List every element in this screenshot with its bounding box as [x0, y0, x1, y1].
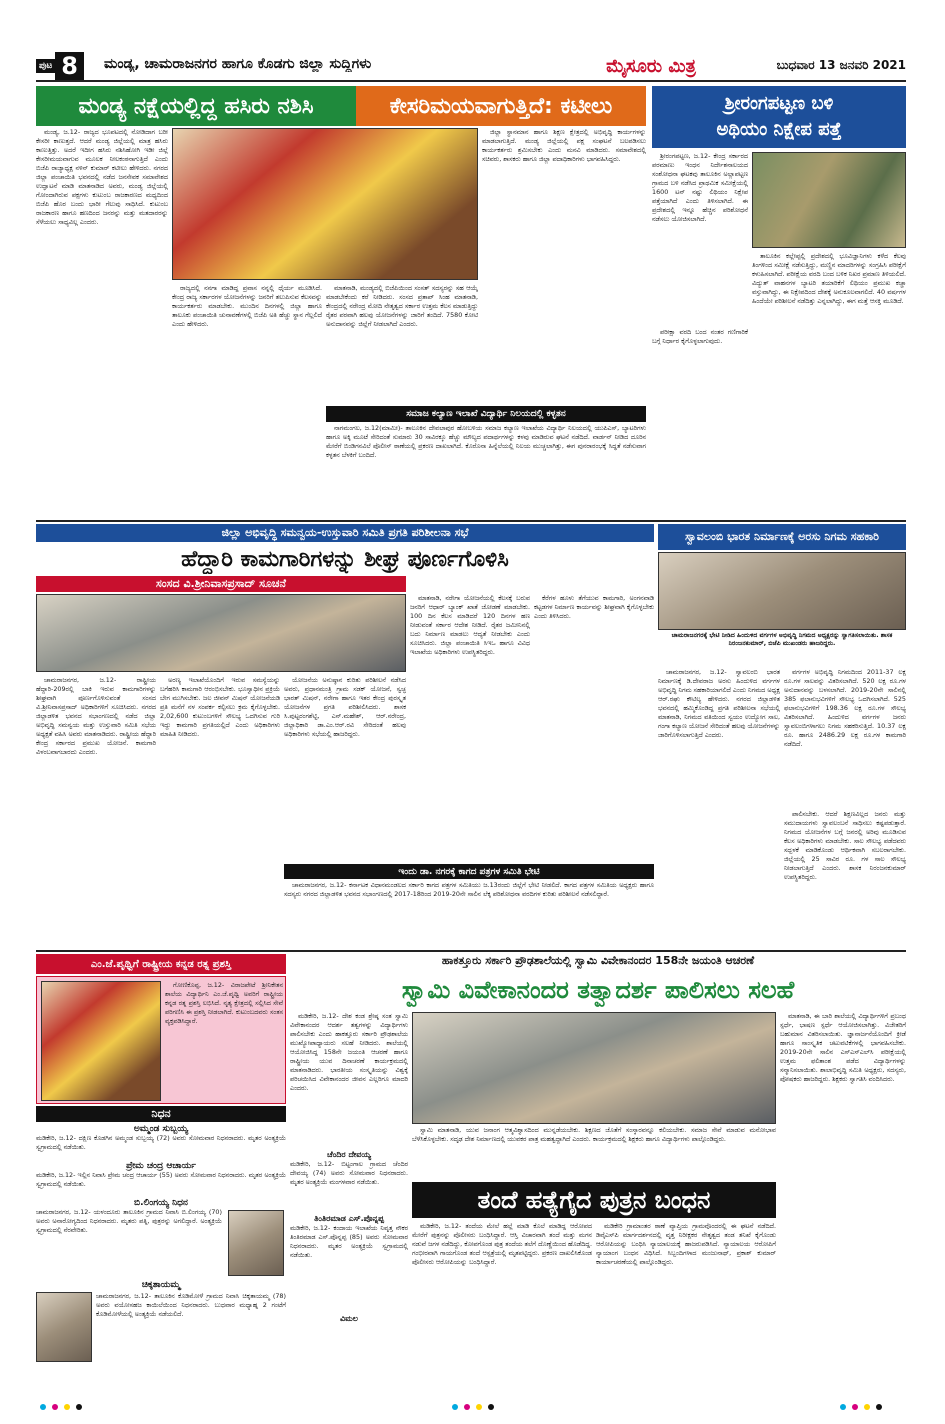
obituary-name: ತಿಂತಿರಮಾಡ ಎಸ್.ಪೊನ್ನಪ್ಪ: [314, 1214, 384, 1223]
story8-text-c: ಮಾತನಾಡಿ, ಈ ಬಾರಿ ಶಾಲೆಯಲ್ಲಿ ವಿದ್ಯಾರ್ಥಿಗಳಿಗೆ ಪ್ರಬಂಧ ಸ್ಪರ್ಧೆ, ಭಾಷಣ ಸ್ಪರ್ಧೆ ಆಯೋಜಿಸಲಾಗಿತ್ತು. ವಿಜೇತರಿಗೆ ಬಹುಮಾನ ವಿತರಿಸಲಾಯಿತು. ಜ್ಞಾನಾರ್ಜನೆಯೊಂದಿಗೆ ಕ್ರೀಡೆ ಹಾಗೂ ಸಾಂಸ್ಕೃತಿಕ ಚಟುವಟಿಕೆಗಳಲ್ಲಿ ಭಾಗವಹಿಸಬೇಕು. 2019-20ನೇ ಸಾಲಿನ ಎಸ್ಎಸ್ಎಲ್‌ಸಿ ಪರೀಕ್ಷೆಯಲ್ಲಿ ಉತ್ತಮ ಫಲಿತಾಂಶ ಪಡೆದ ವಿದ್ಯಾರ್ಥಿಗಳನ್ನು ಸನ್ಮಾನಿಸಲಾಯಿತು. ಶಾಲಾಭಿವೃದ್ಧಿ ಸಮಿತಿ ಅಧ್ಯಕ್ಷರು, ಸದಸ್ಯರು, ಪೋಷಕರು ಹಾಜರಿದ್ದರು. ಶಿಕ್ಷಕರು ಸ್ವಾಗತಿಸಿ ವಂದಿಸಿದರು.: [780, 1012, 906, 1083]
story4-text-c: ಯೋಜನೆಯ ಅನುಷ್ಠಾನ ಕುರಿತು ಪರಿಶೀಲನೆ ನಡೆಸಿದ ಅವರು, ಪ್ರಧಾನಮಂತ್ರಿ ಗ್ರಾಮ ಸಡಕ್ ಯೋಜನೆ, ಸ್ವಚ್ಛ ಭಾರತ್ ಮಿಷನ್, ನರೇಗಾ ಹಾಗೂ ಇತರ ಕೇಂದ್ರ ಪುರಸ್ಕೃತ ಯೋಜನೆಗಳ ಪ್ರಗತಿ ಪರಿಶೀಲಿಸಿದರು. ಶಾಸಕ ಸಿ.ಪುಟ್ಟರಂಗಶೆಟ್ಟಿ, ಎನ್.ಮಹೇಶ್, ಆರ್.ನರೇಂದ್ರ, ಜಿಲ್ಲಾಧಿಕಾರಿ ಡಾ.ಎಂ.ಆರ್.ರವಿ ಸೇರಿದಂತೆ ಹಲವು ಅಧಿಕಾರಿಗಳು ಸಭೆಯಲ್ಲಿ ಹಾಜರಿದ್ದರು.: [284, 676, 406, 738]
story6-column-2: [658, 668, 780, 946]
story7-headline: ಎಂ.ಜೆ.ಪೃಥ್ವಿಗೆ ರಾಷ್ಟ್ರೀಯ ಕನ್ನಡ ರತ್ನ ಪ್ರಶಸ್ತಿ: [36, 954, 286, 974]
story6-photo: [658, 552, 906, 630]
story2-headline-line1: ಶ್ರೀರಂಗಪಟ್ಟಣ ಬಳಿ: [724, 93, 834, 114]
story6-text-a: ಚಾಮರಾಜನಗರ, ಜ.12- ಸ್ವಾವಲಂಬಿ ಭಾರತ ನಿರ್ಮಾಣಕ್ಕೆ ಡಿ.ದೇವರಾಜ ಅರಸು ಹಿಂದುಳಿದ ವರ್ಗಗಳ ಅಭಿವೃದ್ಧಿ ನಿಗಮ ಸಹಕಾರಿಯಾಗಲಿದೆ ಎಂದು ನಿಗಮದ ಅಧ್ಯಕ್ಷ ಆರ್.ರಘು ಕೌಟಿಲ್ಯ ಹೇಳಿದರು. ನಗರದ ಜಿಲ್ಲಾಡಳಿತ ಭವನದಲ್ಲಿ ಹಮ್ಮಿಕೊಂಡಿದ್ದ ಪ್ರಗತಿ ಪರಿಶೀಲನಾ ಸಭೆಯಲ್ಲಿ ಮಾತನಾಡಿ, ನಿಗಮದ ವತಿಯಿಂದ ಸ್ವಯಂ ಉದ್ಯೋಗ ಸಾಲ, ಗಂಗಾ ಕಲ್ಯಾಣ ಯೋಜನೆ ಸೇರಿದಂತೆ ಹಲವು ಯೋಜನೆಗಳನ್ನು ಜಾರಿಗೊಳಿಸಲಾಗುತ್ತಿದೆ ಎಂದರು.: [658, 668, 780, 739]
story2-column-3: [652, 328, 748, 516]
story4-column-4: [410, 594, 530, 860]
obituary-text: ಚಾಮರಾಜನಗರ, ಜ.12- ತಾಲೂಕಿನ ಕೊಡಿಮೋಳೆ ಗ್ರಾಮದ ನಿವಾಸಿ ಚಿಕ್ಕತಾಯಮ್ಮ (78) ಅವರು ವಯೋಸಹಜ ಕಾಯಿಲೆಯಿಂದ ನಿಧನರಾದರು. ಬುಧವಾರ ಮಧ್ಯಾಹ್ನ 2 ಗಂಟೆಗೆ ಕೊಡಿಮೋಳೆಯಲ್ಲಿ ಅಂತ್ಯಕ್ರಿಯೆ ನಡೆಯಲಿದೆ.: [96, 1292, 286, 1318]
masthead: [36, 52, 906, 80]
story6-text-c: ಪಾಲಿಸಬೇಕು. ಆದರೆ ಶಿಕ್ಷಣವಿಲ್ಲದ ಜನರು ಮತ್ತು ಸಮುದಾಯಗಳು ಸ್ವಾವಲಂಬನೆ ಸಾಧಿಸಲು ಕಷ್ಟಪಡುತ್ತಾರೆ. ನಿಗಮದ ಯೋಜನೆಗಳ ಬಗ್ಗೆ ಜನರಲ್ಲಿ ಅರಿವು ಮೂಡಿಸುವ ಕೆಲಸ ಅಧಿಕಾರಿಗಳು ಮಾಡಬೇಕು. ಸಾಲ ಸೌಲಭ್ಯ ಪಡೆದವರು ಸದ್ಬಳಕೆ ಮಾಡಿಕೊಂಡು ಆರ್ಥಿಕವಾಗಿ ಸಬಲರಾಗಬೇಕು. ಜಿಲ್ಲೆಯಲ್ಲಿ 25 ಸಾವಿರ ರೂ. ಗಳ ಸಾಲ ಸೌಲಭ್ಯ ನೀಡಲಾಗುತ್ತಿದೆ ಎಂದರು. ಶಾಸಕ ನಿರಂಜನಕುಮಾರ್ ಉಪಸ್ಥಿತರಿದ್ದರು.: [784, 810, 906, 881]
story4-column-1: [36, 676, 156, 946]
story1-column-4: [482, 128, 646, 402]
story1-text-c: ಮಾತನಾಡಿ, ಮಂಡ್ಯದಲ್ಲಿ ಬಿಜೆಪಿಯಿಂದ ಸಂಸತ್ ಸದಸ್ಯರನ್ನು ಸಹ ಆಯ್ಕೆ ಮಾಡಬೇಕೆಂದು ಕರೆ ನೀಡಿದರು. ಸಂಸದ ಪ್ರತಾಪ್ ಸಿಂಹ ಮಾತನಾಡಿ, ಕೇಂದ್ರದಲ್ಲಿ ನರೇಂದ್ರ ಮೋದಿ ನೇತೃತ್ವದ ಸರ್ಕಾರ ಉತ್ತಮ ಕೆಲಸ ಮಾಡುತ್ತಿದ್ದು ರೈತರ ಪರವಾಗಿ ಹಲವು ಯೋಜನೆಗಳನ್ನು ಜಾರಿಗೆ ತಂದಿದೆ. 7580 ಕೋಟಿ ಅನುದಾನವನ್ನು ಜಿಲ್ಲೆಗೆ ನೀಡಲಾಗಿದೆ ಎಂದರು.: [326, 284, 478, 328]
story1-column-2: [172, 284, 322, 516]
story1-column-1: [36, 128, 168, 516]
story4-subhead: ಸಂಸದ ವಿ.ಶ್ರೀನಿವಾಸಪ್ರಸಾದ್ ಸೂಚನೆ: [36, 576, 406, 592]
registration-dot-magenta: [52, 1404, 58, 1410]
story4-text-d-cont: ಕೆರೆಗಳ ಹೂಳು ತೆಗೆಯುವ ಕಾಮಗಾರಿ, ಅಂಗನವಾಡಿ ಕಟ್ಟಡಗಳ ನಿರ್ಮಾಣ ಕಾರ್ಯವನ್ನು ಶೀಘ್ರವಾಗಿ ಕೈಗೊಳ್ಳಬೇಕು ಎಂದು ತಿಳಿಸಿದರು.: [534, 594, 654, 620]
registration-dot-cyan: [452, 1404, 458, 1410]
story4-kicker: ಜಿಲ್ಲಾ ಅಭಿವೃದ್ಧಿ ಸಮನ್ವಯ-ಉಸ್ತುವಾರಿ ಸಮಿತಿ ಪ್ರಗತಿ ಪರಿಶೀಲನಾ ಸಭೆ: [36, 524, 654, 542]
story2-headline: [652, 86, 906, 148]
obituary-name: ಅಮ್ಮಂಡ ಸುಬ್ಬಯ್ಯ: [133, 1124, 189, 1134]
story1-headline-saffron: ಕೇಸರಿಮಯವಾಗುತ್ತಿದೆ: ಕಟೀಲು: [356, 86, 646, 126]
obituary-text: ಮಡಿಕೇರಿ, ಜ.12- ಇಲ್ಲಿನ ನಿವಾಸಿ ಪ್ರೇಮ ಚಂದ್ರ ಆಚಾರ್ಯ (55) ಅವರು ಸೋಮವಾರ ನಿಧನರಾದರು. ಮೃತರ ಅಂತ್ಯಕ್ರಿಯೆ ಸ್ವಗ್ರಾಮದಲ್ಲಿ ನಡೆಯಿತು.: [36, 1171, 286, 1188]
story9-text-a: ಮಡಿಕೇರಿ, ಜ.12- ತಂದೆಯ ಮೇಲೆ ಹಲ್ಲೆ ಮಾಡಿ ಕೊಲೆ ಮಾಡಿದ್ದ ಆರೋಪದ ಮೇರೆಗೆ ಪುತ್ರನನ್ನು ಪೊಲೀಸರು ಬಂಧಿಸಿದ್ದಾರೆ. ಆಸ್ತಿ ವಿಚಾರವಾಗಿ ತಂದೆ ಮತ್ತು ಮಗನ ನಡುವೆ ಜಗಳ ನಡೆದಿದ್ದು, ಕೋಪಗೊಂಡ ಪುತ್ರ ತಂದೆಯ ತಲೆಗೆ ದೊಣ್ಣೆಯಿಂದ ಹೊಡೆದಿದ್ದ. ಗಂಭೀರವಾಗಿ ಗಾಯಗೊಂಡ ತಂದೆ ಆಸ್ಪತ್ರೆಯಲ್ಲಿ ಮೃತಪಟ್ಟಿದ್ದರು. ಪ್ರಕರಣ ದಾಖಲಿಸಿಕೊಂಡ ಪೊಲೀಸರು ಆರೋಪಿಯನ್ನು ಬಂಧಿಸಿದ್ದಾರೆ.: [412, 1222, 592, 1266]
registration-dot-black: [76, 1404, 82, 1410]
page-number: 8: [55, 52, 84, 80]
obituary-item: [290, 1150, 408, 1214]
story8-text-a: ಮಡಿಕೇರಿ, ಜ.12- ದೇಶ ಕಂಡ ಶ್ರೇಷ್ಠ ಸಂತ ಸ್ವಾಮಿ ವಿವೇಕಾನಂದರ ಆದರ್ಶ ತತ್ವಗಳನ್ನು ವಿದ್ಯಾರ್ಥಿಗಳು ಪಾಲಿಸಬೇಕು ಎಂದು ಹಾಕತ್ತೂರು ಸರ್ಕಾರಿ ಪ್ರೌಢಶಾಲೆಯ ಮುಖ್ಯೋಪಾಧ್ಯಾಯರು ಸಲಹೆ ನೀಡಿದರು. ಶಾಲೆಯಲ್ಲಿ ಆಯೋಜಿಸಿದ್ದ 158ನೇ ಜಯಂತಿ ಆಚರಣೆ ಹಾಗೂ ರಾಷ್ಟ್ರೀಯ ಯುವ ದಿನಾಚರಣೆ ಕಾರ್ಯಕ್ರಮದಲ್ಲಿ ಮಾತನಾಡಿದರು. ಭಾರತೀಯ ಸಂಸ್ಕೃತಿಯನ್ನು ವಿಶ್ವಕ್ಕೆ ಪರಿಚಯಿಸಿದ ವಿವೇಕಾನಂದರ ಜೀವನ ಎಲ್ಲರಿಗೂ ಮಾದರಿ ಎಂದರು.: [290, 1012, 408, 1092]
story4-photo: [36, 594, 406, 672]
story2-text-a: ಶ್ರೀರಂಗಪಟ್ಟಣ, ಜ.12- ಕೇಂದ್ರ ಸರ್ಕಾರದ ಪರಮಾಣು ಇಂಧನ ನಿರ್ದೇಶನಾಲಯದ ಸಂಶೋಧನಾ ಘಟಕವು ತಾಲೂಕಿನ ಅಲ್ಲಾಪಟ್ಟಣ ಗ್ರಾಮದ ಬಳಿ ನಡೆಸಿದ ಪ್ರಾಥಮಿಕ ಸಮೀಕ್ಷೆಯಲ್ಲಿ 1600 ಟನ್ ನಷ್ಟು ಲಿಥಿಯಂ ನಿಕ್ಷೇಪ ಪತ್ತೆಯಾಗಿದೆ ಎಂದು ತಿಳಿಸಲಾಗಿದೆ. ಈ ಪ್ರದೇಶದಲ್ಲಿ ಇನ್ನೂ ಹೆಚ್ಚಿನ ಪರಿಶೋಧನೆ ನಡೆಸಲು ಯೋಜಿಸಲಾಗಿದೆ.: [652, 152, 748, 223]
story6-column-3: [784, 668, 906, 808]
story1-photo: [172, 128, 478, 280]
story2-text-a-cont: ಪರೀಕ್ಷಾ ವರದಿ ಬಂದ ನಂತರ ಗಣಿಗಾರಿಕೆ ಬಗ್ಗೆ ನಿರ್ಧಾರ ಕೈಗೊಳ್ಳಲಾಗುವುದು.: [652, 328, 748, 345]
obituary-portrait: [228, 1210, 284, 1276]
obituary-item: [36, 1161, 286, 1198]
masthead-rule: [36, 80, 906, 82]
paper-name: ಮೈಸೂರು ಮಿತ್ರ: [606, 55, 696, 77]
story2-column-2: [752, 252, 906, 516]
story3-headline: ಸಮಾಜ ಕಲ್ಯಾಣ ಇಲಾಖೆ ವಿದ್ಯಾರ್ಥಿ ನಿಲಯದಲ್ಲಿ ಕಳ್ಳತನ: [326, 406, 646, 422]
story9-text-b: ಮಡಿಕೇರಿ ಗ್ರಾಮಾಂತರ ಠಾಣೆ ವ್ಯಾಪ್ತಿಯ ಗ್ರಾಮವೊಂದರಲ್ಲಿ ಈ ಘಟನೆ ನಡೆದಿದೆ. ಡಿವೈಎಸ್‌ಪಿ ಮಾರ್ಗದರ್ಶನದಲ್ಲಿ ವೃತ್ತ ನಿರೀಕ್ಷಕರ ನೇತೃತ್ವದ ತಂಡ ತನಿಖೆ ಕೈಗೊಂಡು ಆರೋಪಿಯನ್ನು ಬಂಧಿಸಿ ನ್ಯಾಯಾಲಯಕ್ಕೆ ಹಾಜರುಪಡಿಸಿದೆ. ನ್ಯಾಯಾಲಯ ಆರೋಪಿಗೆ ನ್ಯಾಯಾಂಗ ಬಂಧನ ವಿಧಿಸಿದೆ. ಸಿಬ್ಬಂದಿಗಳಾದ ಮಂಜುನಾಥ್, ಪ್ರಕಾಶ್ ಕುಮಾರ್ ಕಾರ್ಯಾಚರಣೆಯಲ್ಲಿ ಪಾಲ್ಗೊಂಡಿದ್ದರು.: [596, 1222, 776, 1266]
story1-text-d: ಜಿಲ್ಲಾ ಸ್ಥಾನಮಾನ ಹಾಗೂ ಶಿಕ್ಷಣ ಕ್ಷೇತ್ರದಲ್ಲಿ ಅಭಿವೃದ್ಧಿ ಕಾರ್ಯಗಳನ್ನು ಮಾಡಲಾಗುತ್ತಿದೆ. ಮಂಡ್ಯ ಜಿಲ್ಲೆಯಲ್ಲಿ ಪಕ್ಷ ಸಂಘಟನೆ ಬಲಪಡಿಸಲು ಕಾರ್ಯಕರ್ತರು ಶ್ರಮಿಸಬೇಕು ಎಂದು ಮನವಿ ಮಾಡಿದರು. ಸಮಾವೇಶದಲ್ಲಿ ಸಚಿವರು, ಶಾಸಕರು ಹಾಗೂ ಜಿಲ್ಲಾ ಪದಾಧಿಕಾರಿಗಳು ಭಾಗವಹಿಸಿದ್ದರು.: [482, 128, 646, 163]
story6-column-4: [784, 810, 906, 946]
story4-column-2: [160, 676, 280, 946]
story6-headline: ಸ್ವಾವಲಂಬಿ ಭಾರತ ನಿರ್ಮಾಣಕ್ಕೆ ಅರಸು ನಿಗಮ ಸಹಕಾರಿ: [658, 524, 906, 550]
story6-photo-caption: ಚಾಮರಾಜನಗರಕ್ಕೆ ಭೇಟಿ ನೀಡಿದ ಹಿಂದುಳಿದ ವರ್ಗಗಳ ಅಭಿವೃದ್ಧಿ ನಿಗಮದ ಅಧ್ಯಕ್ಷರನ್ನು ಸ್ವಾಗತಿಸಲಾಯಿತು. ಶಾಸಕ ನಿರಂಜನಕುಮಾರ್, ಬಿಜೆಪಿ ಮುಖಂಡರು ಹಾಜರಿದ್ದರು.: [671, 632, 893, 647]
story4-text-b: ಅರಣ್ಯ ಇಲಾಖೆಯೊಂದಿಗೆ ಇರುವ ಸಮಸ್ಯೆಯನ್ನು ಬಗೆಹರಿಸಿ ಕಾಮಗಾರಿ ಆರಂಭಿಸಬೇಕು. ಭೂಸ್ವಾಧೀನ ಪ್ರಕ್ರಿಯೆ ಬೇಗ ಮುಗಿಸಬೇಕು. ಜಲ ಜೀವನ್ ಮಿಷನ್ ಯೋಜನೆಯಡಿ ಪ್ರತಿ ಮನೆಗೆ ನಳ ಸಂಪರ್ಕ ಕಲ್ಪಿಸಲು ಕ್ರಮ ಕೈಗೊಳ್ಳಬೇಕು. 2,02,600 ಕುಟುಂಬಗಳಿಗೆ ಸೌಲಭ್ಯ ಒದಗಿಸುವ ಗುರಿ ಇದ್ದು ಕಾಮಗಾರಿ ಪ್ರಗತಿಯಲ್ಲಿದೆ ಎಂದು ಅಧಿಕಾರಿಗಳು ಮಾಹಿತಿ ನೀಡಿದರು.: [160, 676, 280, 738]
page-label: ಪುಟ: [36, 59, 55, 73]
obituary-text: ಮಡಿಕೇರಿ, ಜ.12- ದಕ್ಷಿಣ ಕೊಡಗಿನ ಅಮ್ಮಂಡ ಸುಬ್ಬಯ್ಯ (72) ಅವರು ಸೋಮವಾರ ನಿಧನರಾದರು. ಮೃತರ ಅಂತ್ಯಕ್ರಿಯೆ ಸ್ವಗ್ರಾಮದಲ್ಲಿ ನಡೆಯಿತು.: [36, 1134, 286, 1151]
obituary-item: [36, 1124, 286, 1161]
registration-dot-magenta: [852, 1404, 858, 1410]
story4-headline: ಹೆದ್ದಾರಿ ಕಾಮಗಾರಿಗಳನ್ನು ಶೀಘ್ರ ಪೂರ್ಣಗೊಳಿಸಿ: [181, 546, 509, 572]
story8-column-3: [780, 1012, 906, 1376]
obituary-text: ಚಾಮರಾಜನಗರ, ಜ.12- ಯಳಂದೂರು ತಾಲೂಕಿನ ಗ್ರಾಮದ ನಿವಾಸಿ ಬಿ.ಲಿಂಗಯ್ಯ (70) ಅವರು ಅನಾರೋಗ್ಯದಿಂದ ನಿಧನರಾದರು. ಮೃತರು ಪತ್ನಿ, ಪುತ್ರರನ್ನು ಅಗಲಿದ್ದಾರೆ. ಅಂತ್ಯಕ್ರಿಯೆ ಸ್ವಗ್ರಾಮದಲ್ಲಿ ನೆರವೇರಿತು.: [36, 1208, 222, 1234]
obituaries-heading: ನಿಧನ: [36, 1106, 286, 1122]
obituary-name: ಚಿಕ್ಕತಾಯಮ್ಮ: [141, 1280, 181, 1290]
story9-column-1: [412, 1222, 592, 1376]
story9-headline: ತಂದೆ ಹತ್ಯೆಗೈದ ಪುತ್ರನ ಬಂಧನ: [412, 1182, 776, 1218]
story5-headline: ಇಂದು ಡಾ. ನಗರಕ್ಕೆ ಕಾಗದ ಪತ್ರಗಳ ಸಮಿತಿ ಭೇಟಿ: [284, 864, 654, 879]
story2-headline-line2: ಅಥಿಯಂ ನಿಕ್ಷೇಪ ಪತ್ತೆ: [716, 119, 842, 140]
issue-date: ಬುಧವಾರ 13 ಜನವರಿ 2021: [776, 58, 906, 72]
section-divider-1: [36, 520, 906, 522]
story7-box: [36, 976, 286, 1104]
section-divider-2: [36, 950, 906, 952]
obituary-name: ಚೆಂದಿರ ದೇವಯ್ಯ: [326, 1150, 372, 1159]
registration-marks-right: [840, 1404, 882, 1410]
story8-text-b: ಸ್ವಾಮಿ ಮಾತನಾಡಿ, ಯುವ ಜನಾಂಗ ಆತ್ಮವಿಶ್ವಾಸದಿಂದ ಮುನ್ನಡೆಯಬೇಕು. ಶಿಕ್ಷಣದ ಜೊತೆಗೆ ಸಂಸ್ಕಾರವನ್ನೂ ಕಲಿಯಬೇಕು. ಸಮಾಜ ಸೇವೆ ಮಾಡುವ ಮನೋಭಾವ ಬೆಳೆಸಿಕೊಳ್ಳಬೇಕು. ಸದೃಢ ದೇಶ ನಿರ್ಮಾಣದಲ್ಲಿ ಯುವಕರ ಪಾತ್ರ ಮಹತ್ವದ್ದಾಗಿದೆ ಎಂದರು. ಕಾರ್ಯಕ್ರಮದಲ್ಲಿ ಶಿಕ್ಷಕರು ಹಾಗೂ ವಿದ್ಯಾರ್ಥಿಗಳು ಪಾಲ್ಗೊಂಡಿದ್ದರು.: [412, 1126, 776, 1143]
obituary-item: [290, 1214, 408, 1314]
story5-body: ಚಾಮರಾಜನಗರ, ಜ.12- ಕರ್ನಾಟಕ ವಿಧಾನಮಂಡಲದ ಸರ್ಕಾರಿ ಕಾಗದ ಪತ್ರಗಳ ಸಮಿತಿಯು ಜ.13ರಂದು ಜಿಲ್ಲೆಗೆ ಭೇಟಿ ನೀಡಲಿದೆ. ಕಾಗದ ಪತ್ರಗಳ ಸಮಿತಿಯ ಅಧ್ಯಕ್ಷರು ಹಾಗೂ ಸದಸ್ಯರು ನಗರದ ಜಿಲ್ಲಾಡಳಿತ ಭವನದ ಸಭಾಂಗಣದಲ್ಲಿ 2017-18ರಿಂದ 2019-20ನೇ ಸಾಲಿನ ಲೆಕ್ಕ ಪರಿಶೋಧನಾ ವರದಿಗಳ ಕುರಿತು ಪರಿಶೀಲನೆ ನಡೆಸಲಿದ್ದಾರೆ.: [284, 881, 654, 898]
story2-photo: [752, 152, 906, 248]
story8-kicker: ಹಾಕತ್ತೂರು ಸರ್ಕಾರಿ ಪ್ರೌಢಶಾಲೆಯಲ್ಲಿ ಸ್ವಾಮಿ ವಿವೇಕಾನಂದರ 158ನೇ ಜಯಂತಿ ಆಚರಣೆ: [441, 954, 755, 967]
story4-column-3: [284, 676, 406, 860]
obituaries-continued: [290, 1150, 408, 1376]
obituary-item: [36, 1198, 286, 1280]
story1-column-3: [326, 284, 478, 402]
story9-column-2: [596, 1222, 776, 1376]
story1-text-b: ರಾಜ್ಯದಲ್ಲಿ ನನಗಾ ಮಾಡಿದ್ದ ಪ್ರವಾಸ ನನ್ನಲ್ಲಿ ಧೈರ್ಯ ಮೂಡಿಸಿದೆ. ಕೇಂದ್ರ ರಾಜ್ಯ ಸರ್ಕಾರಗಳ ಯೋಜನೆಗಳನ್ನು ಜನರಿಗೆ ತಲುಪಿಸುವ ಕೆಲಸವನ್ನು ಕಾರ್ಯಕರ್ತರು ಮಾಡಬೇಕು. ಮುಂದಿನ ದಿನಗಳಲ್ಲಿ ಜಿಲ್ಲಾ ಹಾಗೂ ತಾಲೂಕು ಪಂಚಾಯಿತಿ ಚುನಾವಣೆಗಳಲ್ಲಿ ಬಿಜೆಪಿ ಅತಿ ಹೆಚ್ಚು ಸ್ಥಾನ ಗೆಲ್ಲಲಿದೆ ಎಂದು ಹೇಳಿದರು.: [172, 284, 322, 328]
story4-text-a: ಚಾಮರಾಜನಗರ, ಜ.12- ರಾಷ್ಟ್ರೀಯ ಹೆದ್ದಾರಿ-209ರಲ್ಲಿ ಬಾಕಿ ಇರುವ ಕಾಮಗಾರಿಗಳನ್ನು ಶೀಘ್ರವಾಗಿ ಪೂರ್ಣಗೊಳಿಸುವಂತೆ ಸಂಸದ ವಿ.ಶ್ರೀನಿವಾಸಪ್ರಸಾದ್ ಅಧಿಕಾರಿಗಳಿಗೆ ಸೂಚಿಸಿದರು. ನಗರದ ಜಿಲ್ಲಾಡಳಿತ ಭವನದ ಸಭಾಂಗಣದಲ್ಲಿ ನಡೆದ ಜಿಲ್ಲಾ ಅಭಿವೃದ್ಧಿ ಸಮನ್ವಯ ಮತ್ತು ಉಸ್ತುವಾರಿ ಸಮಿತಿ ಸಭೆಯ ಅಧ್ಯಕ್ಷತೆ ವಹಿಸಿ ಅವರು ಮಾತನಾಡಿದರು. ರಾಷ್ಟ್ರೀಯ ಹೆದ್ದಾರಿ ಕೇಂದ್ರ ಸರ್ಕಾರದ ಪ್ರಮುಖ ಯೋಜನೆ. ಕಾಮಗಾರಿ ವಿಳಂಬವಾಗಬಾರದು ಎಂದರು.: [36, 676, 156, 756]
registration-dot-cyan: [840, 1404, 846, 1410]
story6-text-b: ವರ್ಗಗಳ ಅಭಿವೃದ್ಧಿ ನಿಗಮದಿಂದ 2011-37 ಲಕ್ಷ ರೂ.ಗಳ ಸಾಲವನ್ನು ವಿತರಿಸಲಾಗಿದೆ. 520 ಲಕ್ಷ ರೂ.ಗಳ ಅನುದಾನವನ್ನು ಬಳಸಲಾಗಿದೆ. 2019-20ನೇ ಸಾಲಿನಲ್ಲಿ 385 ಫಲಾನುಭವಿಗಳಿಗೆ ಸೌಲಭ್ಯ ಒದಗಿಸಲಾಗಿದೆ. 525 ಫಲಾನುಭವಿಗಳಿಗೆ 198.36 ಲಕ್ಷ ರೂ.ಗಳ ಸೌಲಭ್ಯ ವಿತರಿಸಲಾಗಿದೆ. ಹಿಂದುಳಿದ ವರ್ಗಗಳ ಜನರು ಸ್ವಾವಲಂಬಿಗಳಾಗಲು ನಿಗಮ ಸಹಕರಿಸುತ್ತಿದೆ. 10.37 ಲಕ್ಷ ರೂ. ಹಾಗೂ 2486.29 ಲಕ್ಷ ರೂ.ಗಳ ಕಾಮಗಾರಿ ನಡೆದಿದೆ.: [784, 668, 906, 748]
registration-dot-black: [876, 1404, 882, 1410]
obituary-text: ಮಡಿಕೇರಿ, ಜ.12- ಕಂದಾಯ ಇಲಾಖೆಯ ನಿವೃತ್ತ ನೌಕರ ತಿಂತಿರಮಾಡ ಎಸ್.ಪೊನ್ನಪ್ಪ (85) ಅವರು ಸೋಮವಾರ ನಿಧನರಾದರು. ಮೃತರ ಅಂತ್ಯಕ್ರಿಯೆ ಸ್ವಗ್ರಾಮದಲ್ಲಿ ನಡೆಯಿತು.: [290, 1224, 408, 1259]
story1-headline-green: ಮಂಡ್ಯ ನಕ್ಷೆಯಲ್ಲಿದ್ದ ಹಸಿರು ನಶಿಸಿ: [36, 86, 356, 126]
obituary-text: ಮಡಿಕೇರಿ, ಜ.12- ಬಿಟ್ಟಂಗಾಲ ಗ್ರಾಮದ ಚೆಂದಿರ ದೇವಯ್ಯ (74) ಅವರು ಸೋಮವಾರ ನಿಧನರಾದರು. ಮೃತರ ಅಂತ್ಯಕ್ರಿಯೆ ಮಂಗಳವಾರ ನಡೆಯಿತು.: [290, 1160, 408, 1186]
registration-dot-yellow: [864, 1404, 870, 1410]
story4-column-5: [534, 594, 654, 860]
story8-headline: ಸ್ವಾಮಿ ವಿವೇಕಾನಂದರ ತತ್ವಾದರ್ಶ ಪಾಲಿಸಲು ಸಲಹೆ: [401, 976, 795, 1004]
story8-photo: [412, 1012, 776, 1124]
story2-text-b: ತಾಲೂಕಿನ ಕಲ್ಲೇಪ್ಪಲ್ಲಿ ಪ್ರದೇಶದಲ್ಲಿ ಭೂವಿಜ್ಞಾನಿಗಳು ಕಳೆದ ಕೆಲವು ತಿಂಗಳಿಂದ ಸಮೀಕ್ಷೆ ನಡೆಸುತ್ತಿದ್ದು, ಮಣ್ಣಿನ ಮಾದರಿಗಳನ್ನು ಸಂಗ್ರಹಿಸಿ ಪರೀಕ್ಷೆಗೆ ಕಳುಹಿಸಲಾಗಿದೆ. ಪರೀಕ್ಷೆಯ ವರದಿ ಬಂದ ಬಳಿಕ ನಿಖರ ಪ್ರಮಾಣ ತಿಳಿಯಲಿದೆ. ವಿದ್ಯುತ್ ವಾಹನಗಳ ಬ್ಯಾಟರಿ ತಯಾರಿಕೆಗೆ ಲಿಥಿಯಂ ಪ್ರಮುಖ ಕಚ್ಚಾ ವಸ್ತುವಾಗಿದ್ದು, ಈ ನಿಕ್ಷೇಪದಿಂದ ದೇಶಕ್ಕೆ ಅನುಕೂಲವಾಗಲಿದೆ. 40 ವರ್ಷಗಳ ಹಿಂದೆಯೇ ಪರಿಶೀಲನೆ ನಡೆದಿತ್ತು ಎನ್ನಲಾಗಿದ್ದು, ಈಗ ಮತ್ತೆ ಆಸಕ್ತಿ ಮೂಡಿದೆ.: [752, 252, 906, 305]
obituaries: [36, 1106, 286, 1376]
story7-body: ಗೋಣಿಕೊಪ್ಪ, ಜ.12- ವಿರಾಜಪೇಟೆ ಶ್ರೀನಿಕೇತನ ಶಾಲೆಯ ವಿದ್ಯಾರ್ಥಿನಿ ಎಂ.ಜೆ.ಪೃಥ್ವಿ ಅವರಿಗೆ ರಾಷ್ಟ್ರೀಯ ಕನ್ನಡ ರತ್ನ ಪ್ರಶಸ್ತಿ ಲಭಿಸಿದೆ. ನೃತ್ಯ ಕ್ಷೇತ್ರದಲ್ಲಿ ಸಲ್ಲಿಸಿದ ಸೇವೆ ಪರಿಗಣಿಸಿ ಈ ಪ್ರಶಸ್ತಿ ನೀಡಲಾಗಿದೆ. ಕುಟುಂಬದವರು ಸಂತಸ ವ್ಯಕ್ತಪಡಿಸಿದ್ದಾರೆ.: [165, 981, 283, 1025]
story4-text-d: ಮಾತನಾಡಿ, ನರೇಗಾ ಯೋಜನೆಯಲ್ಲಿ ಕೆಲಸಕ್ಕೆ ಬರುವ ಜನರಿಗೆ ಆಧಾರ್ ಬ್ಯಾಂಕ್ ಖಾತೆ ಜೋಡಣೆ ಮಾಡಬೇಕು. 100 ದಿನ ಕೆಲಸ ಮಾಡಿದರೆ 120 ದಿನಗಳ ಹಣ ನೀಡುವಂತೆ ಸರ್ಕಾರ ಆದೇಶ ನೀಡಿದೆ. ರೈತರ ಜಮೀನಿನಲ್ಲಿ ಬದು ನಿರ್ಮಾಣ ಮಾಡಲು ಆದ್ಯತೆ ನೀಡಬೇಕು ಎಂದು ಸೂಚಿಸಿದರು. ಜಿಲ್ಲಾ ಪಂಚಾಯಿತಿ ಸಿಇಒ ಹಾಗೂ ವಿವಿಧ ಇಲಾಖೆಯ ಅಧಿಕಾರಿಗಳು ಉಪಸ್ಥಿತರಿದ್ದರು.: [410, 594, 530, 656]
page-number-badge: [36, 52, 100, 80]
registration-dot-yellow: [476, 1404, 482, 1410]
obituary-portrait: [36, 1292, 92, 1362]
registration-dot-magenta: [464, 1404, 470, 1410]
registration-dot-cyan: [40, 1404, 46, 1410]
section-title: ಮಂಡ್ಯ, ಚಾಮರಾಜನಗರ ಹಾಗೂ ಕೊಡಗು ಜಿಲ್ಲಾ ಸುದ್ದಿಗಳು: [104, 56, 372, 72]
story1-headline: [36, 86, 646, 126]
obituary-name: ಬಿ.ಲಿಂಗಯ್ಯ ನಿಧನ: [134, 1198, 188, 1208]
registration-dot-black: [488, 1404, 494, 1410]
obituary-item: [36, 1280, 286, 1370]
story8-column-1: [290, 1012, 408, 1148]
story2-column-1: [652, 152, 748, 324]
obituary-last-heading: ವಿಮಲ: [340, 1314, 358, 1323]
obituary-name: ಪ್ರೇಮ ಚಂದ್ರ ಆಚಾರ್ಯ: [126, 1161, 196, 1171]
story7-photo: [41, 981, 161, 1101]
registration-marks-center: [452, 1404, 494, 1410]
story1-text-a: ಮಂಡ್ಯ, ಜ.12- ರಾಜ್ಯದ ಭೂಪಟದಲ್ಲಿ ನೋಡಿದಾಗ ಬರೀ ಕೇಸರೀ ಕಾಣುತ್ತದೆ. ಆದರೆ ಮಂಡ್ಯ ಜಿಲ್ಲೆಯಲ್ಲಿ ಮಾತ್ರ ಹಸಿರು ಕಾಣುತ್ತಿತ್ತು. ಅದರೆ ಇದೀಗ ಹಸಿರು ನಶಿಸಿಹೋಗಿ ಇಡೀ ಜಿಲ್ಲೆ ಕೇಸರೀಮಯವಾಗುವ ಮೂಲಕ ನೀಲಕಂಠನಾಗುತ್ತಿದೆ ಎಂದು ಬಿಜೆಪಿ ರಾಜ್ಯಾಧ್ಯಕ್ಷ ನಳಿನ್ ಕುಮಾರ್ ಕಟೀಲು ಹೇಳಿದರು. ನಗರದ ಜಿಲ್ಲಾ ಪಂಚಾಯಿತಿ ಭವನದಲ್ಲಿ ನಡೆದ ಜನಸೇವಕ ಸಮಾವೇಶದ ಉದ್ಘಾಟನೆ ಮಾಡಿ ಮಾತನಾಡಿದ ಅವರು, ಮಂಡ್ಯ ಜಿಲ್ಲೆಯಲ್ಲಿ ಗೋಂದಾಗಿರುವ ಪಕ್ಷಗಳು ಕುಟುಂಬ ರಾಜಕಾರಣದ ಮಧ್ಯದಿಂದ ಬಿಜೆಪಿ ಹೊರ ಬಂದು ಭಾರೀ ಗೆಲುವು ಸಾಧಿಸಿದೆ. ಕುಟುಂಬ ರಾಜಕಾರಣ ಹಾಗೂ ಹಣದಿಂದ ಜನರನ್ನು ಮತ್ತು ಮತದಾರರನ್ನು ಸೆಳೆಯಲು ಸಾಧ್ಯವಿಲ್ಲ ಎಂದರು.: [36, 128, 168, 226]
registration-marks-left: [40, 1404, 82, 1410]
story3-body: ನಾಗಮಂಗಲ, ಜ.12(ಮಾಮೀ)- ತಾಲೂಕಿನ ದೇವಲಾಪುರ ಹೋಬಳಿಯ ಸಮಾಜ ಕಲ್ಯಾಣ ಇಲಾಖೆಯ ವಿದ್ಯಾರ್ಥಿ ನಿಲಯದಲ್ಲಿ ಯುಪಿಎಸ್, ಬ್ಯಾಟರಿಗಳು ಹಾಗೂ ಅಕ್ಕಿ ಮೂಟೆ ಸೇರಿದಂತೆ ಸುಮಾರು 30 ಸಾವಿರಕ್ಕೂ ಹೆಚ್ಚು ಮೌಲ್ಯದ ಪದಾರ್ಥಗಳನ್ನು ಕಳವು ಮಾಡಿರುವ ಘಟನೆ ನಡೆದಿದೆ. ವಾರ್ಡನ್ ನೀಡಿದ ದೂರಿನ ಮೇರೆಗೆ ಬಿಂಡಿಗನವಿಲೆ ಪೊಲೀಸ್ ಠಾಣೆಯಲ್ಲಿ ಪ್ರಕರಣ ದಾಖಲಾಗಿದೆ. ಕೊರೊನಾ ಹಿನ್ನೆಲೆಯಲ್ಲಿ ನಿಲಯ ಮುಚ್ಚಲಾಗಿತ್ತು, ಈಗ ಪುನರಾರಂಭಕ್ಕೆ ಸಿದ್ಧತೆ ನಡೆಸುವಾಗ ಕಳ್ಳತನ ಬೆಳಕಿಗೆ ಬಂದಿದೆ.: [326, 424, 646, 459]
registration-dot-yellow: [64, 1404, 70, 1410]
story8-column-2: [412, 1126, 776, 1178]
